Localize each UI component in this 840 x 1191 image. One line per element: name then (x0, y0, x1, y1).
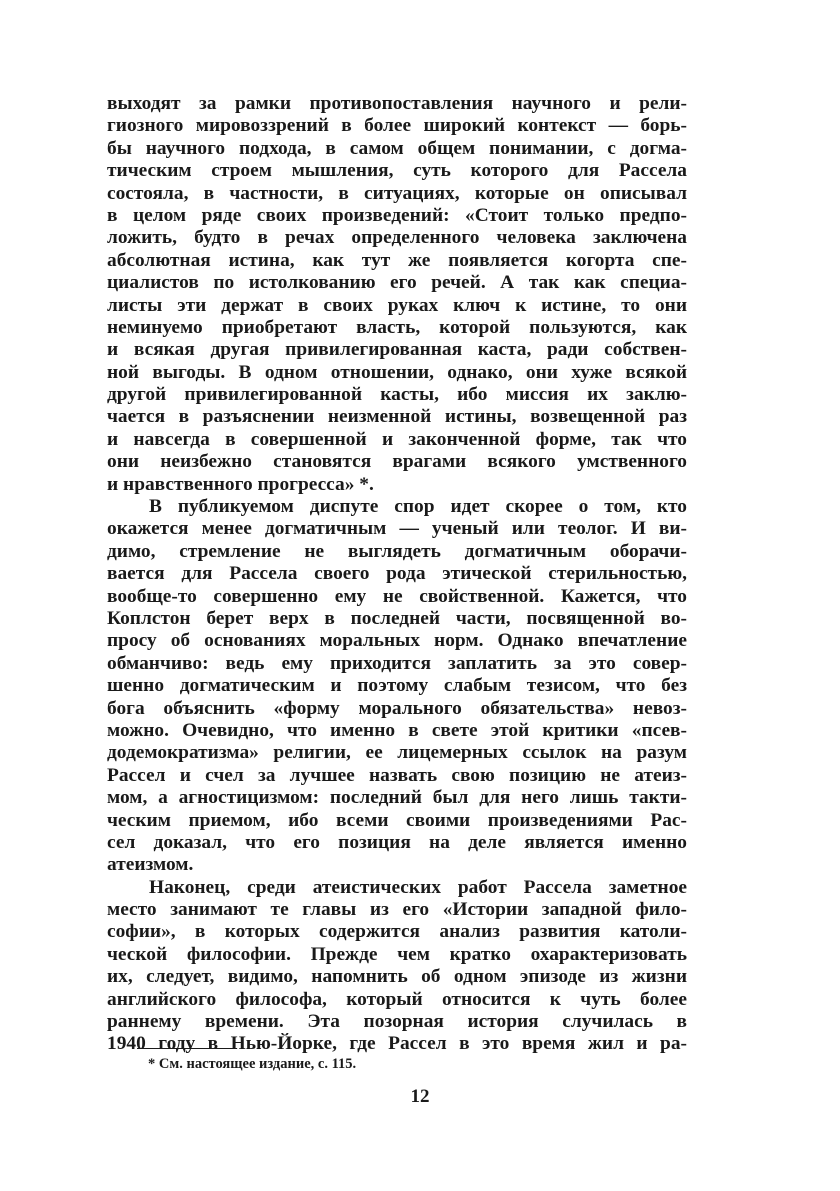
text-line: шенно догматическим и поэтому слабым тезисом, что без (107, 675, 687, 697)
text-line: тическим строем мышления, суть которого для Рассела (107, 160, 687, 182)
text-line: ческой философии. Прежде чем кратко охарактеризовать (107, 943, 687, 965)
text-line: атеизмом. (107, 854, 194, 876)
text-line: место занимают те главы из его «Истории западной фило- (107, 899, 687, 921)
text-line: вается для Рассела своего рода этической стерильностью, (107, 563, 687, 585)
text-line: додемократизма» религии, ее лицемерных ссылок на разум (107, 742, 687, 764)
text-line: Наконец, среди атеистических работ Рассела заметное (149, 876, 687, 898)
text-line: бы научного подхода, в самом общем понимании, с догма- (107, 137, 687, 159)
text-line: выходят за рамки противопоставления научного и рели- (107, 93, 687, 114)
text-line: и нравственного прогресса» *. (107, 473, 374, 495)
text-line: можно. Очевидно, что именно в свете этой критики «псев- (107, 719, 687, 741)
text-line: и навсегда в совершенной и законченной форме, так что (107, 428, 687, 450)
text-line: состояла, в частности, в ситуациях, которые он описывал (107, 182, 687, 204)
text-line: Коплстон берет верх в последней части, посвященной во- (107, 607, 687, 629)
text-line: другой привилегированной касты, ибо миссия их заклю- (107, 384, 687, 406)
text-line: ной выгоды. В одном отношении, однако, они хуже всякой (107, 361, 687, 383)
text-line: Рассел и счел за лучшее назвать свою позицию не атеиз- (107, 764, 687, 786)
text-line: раннему времени. Эта позорная история случилась в (107, 1011, 687, 1033)
text-line: окажется менее догматичным — ученый или теолог. И ви- (107, 518, 687, 540)
text-line: листы эти держат в своих руках ключ к истине, то они (107, 294, 687, 316)
text-line: сел доказал, что его позиция на деле является именно (107, 831, 687, 853)
text-line: абсолютная истина, как тут же появляется когорта спе- (107, 249, 687, 271)
footnote-divider (137, 1048, 237, 1049)
text-line: 1940 году в Нью-Йорке, где Рассел в это время жил и ра- (107, 1033, 687, 1055)
text-line: они неизбежно становятся врагами всякого умственного (107, 451, 687, 473)
text-line: бога объяснить «форму морального обязательства» невоз- (107, 697, 687, 719)
text-line: софии», в которых содержится анализ развития католи- (107, 921, 687, 943)
body-text (107, 93, 687, 1056)
text-line: просу об основаниях моральных норм. Однако впечатление (107, 630, 687, 652)
text-line: неминуемо приобретают власть, которой пользуются, как (107, 316, 687, 338)
text-line: и всякая другая привилегированная каста, ради собствен- (107, 339, 687, 361)
text-line: мом, а агностицизмом: последний был для него лишь такти- (107, 787, 687, 809)
text-line: В публикуемом диспуте спор идет скорее о том, кто (149, 496, 687, 518)
text-line: обманчиво: ведь ему приходится заплатить за это совер- (107, 652, 687, 674)
text-line: ложить, будто в речах определенного человека заключена (107, 227, 687, 249)
text-line: чается в разъяснении неизменной истины, возвещенной раз (107, 406, 687, 428)
text-line: димо, стремление не выглядеть догматичным оборачи- (107, 540, 687, 562)
text-line: английского философа, который относится к чуть более (107, 988, 687, 1010)
text-line: их, следует, видимо, напомнить об одном эпизоде из жизни (107, 966, 687, 988)
text-line: гиозного мировоззрений в более широкий контекст — борь- (107, 115, 687, 137)
text-line: вообще-то совершенно ему не свойственной. Кажется, что (107, 585, 687, 607)
footnote: * См. настоящее издание, с. 115. (148, 1056, 357, 1072)
text-line: ческим приемом, ибо всеми своими произведениями Рас- (107, 809, 687, 831)
text-line: в целом ряде своих произведений: «Стоит только предпо- (107, 204, 687, 226)
text-line: циалистов по истолкованию его речей. А так как специа- (107, 272, 687, 294)
page-number: 12 (410, 1086, 430, 1107)
